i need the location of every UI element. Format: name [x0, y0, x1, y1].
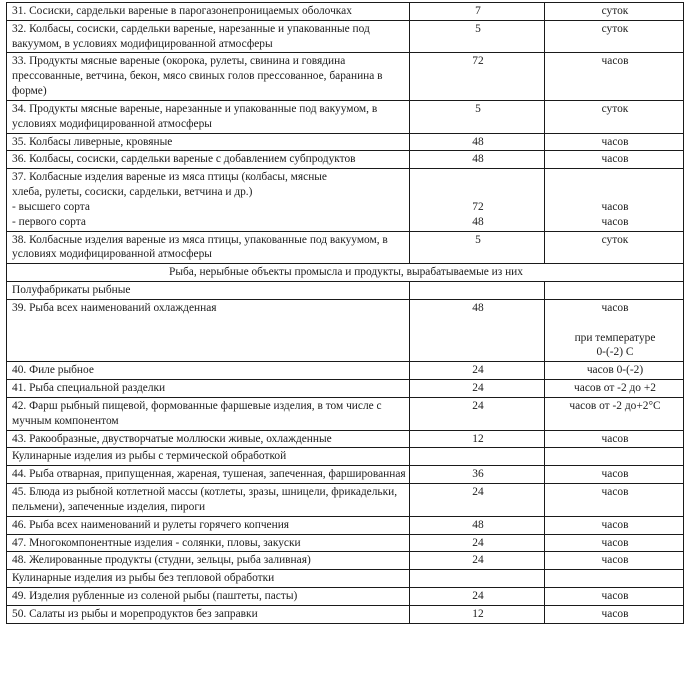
product-name-cell: 43. Ракообразные, двустворчатые моллюски живые, охлажденные: [7, 430, 410, 448]
unit-cell: часов: [545, 516, 684, 534]
unit-cell: часов от -2 до +2: [545, 380, 684, 398]
table-row: [7, 466, 684, 484]
shelf-life-value-line: [415, 170, 541, 185]
product-name-line: хлеба, рулеты, сосиски, сардельки, ветчина и др.): [12, 186, 253, 199]
unit-cell: часов: [545, 484, 684, 517]
table-row: [7, 3, 684, 21]
shelf-life-value-cell: 5: [410, 20, 545, 53]
product-name-cell: 41. Рыба специальной разделки: [7, 380, 410, 398]
table-row: [7, 133, 684, 151]
unit-cell: часов: [545, 466, 684, 484]
product-name-cell: 40. Филе рыбное: [7, 362, 410, 380]
row-spacer: [12, 345, 406, 360]
unit-cell: часов: [545, 552, 684, 570]
unit-line: [550, 185, 680, 200]
unit-line: часов: [601, 301, 629, 314]
table-row: [7, 380, 684, 398]
table-row: [7, 53, 684, 100]
shelf-life-value-cell: [410, 570, 545, 588]
shelf-life-value-cell: 24: [410, 380, 545, 398]
section-header-cell: Рыба, нерыбные объекты промысла и продукты, вырабатываемые из них: [7, 264, 684, 282]
shelf-life-value-cell: 36: [410, 466, 545, 484]
shelf-life-table: [6, 2, 684, 624]
unit-cell: часов: [545, 133, 684, 151]
unit-cell: суток: [545, 20, 684, 53]
product-name-cell: 49. Изделия рубленные из соленой рыбы (паштеты, пасты): [7, 587, 410, 605]
unit-cell: часов: [545, 587, 684, 605]
shelf-life-value-line: 72: [472, 200, 484, 213]
table-row: [7, 264, 684, 282]
product-name-cell: 33. Продукты мясные вареные (окорока, рулеты, свинина и говядина прессованные, ветчина, бекон, мясо свиных голов прессованное, баранина в форме): [7, 53, 410, 100]
shelf-life-value-cell: 24: [410, 362, 545, 380]
product-name-cell: 50. Салаты из рыбы и морепродуктов без заправки: [7, 605, 410, 623]
shelf-life-value-cell: [410, 448, 545, 466]
table-row: [7, 534, 684, 552]
shelf-life-value-cell: 24: [410, 397, 545, 430]
product-name-cell: 44. Рыба отварная, припущенная, жареная, тушеная, запеченная, фаршированная: [7, 466, 410, 484]
unit-cell: часов от -2 до+2°С: [545, 397, 684, 430]
table-row: [7, 516, 684, 534]
product-name-cell: 46. Рыба всех наименований и рулеты горячего копчения: [7, 516, 410, 534]
table-row: [7, 169, 684, 231]
shelf-life-value-cell: 12: [410, 605, 545, 623]
group-header-cell: Кулинарные изделия из рыбы с термической обработкой: [7, 448, 410, 466]
shelf-life-value-cell: [410, 169, 545, 231]
shelf-life-value-cell: 24: [410, 534, 545, 552]
unit-cell: суток: [545, 231, 684, 264]
group-header-cell: Полуфабрикаты рыбные: [7, 282, 410, 300]
product-name-cell: 39. Рыба всех наименований охлажденная: [7, 299, 410, 361]
table-row: [7, 282, 684, 300]
table-body: [7, 3, 684, 624]
unit-cell: [545, 448, 684, 466]
unit-line: [550, 170, 680, 185]
unit-cell: [545, 282, 684, 300]
table-row: [7, 20, 684, 53]
table-row: [7, 552, 684, 570]
shelf-life-value-line: 48: [472, 215, 484, 228]
product-name-cell: 35. Колбасы ливерные, кровяные: [7, 133, 410, 151]
table-row: [7, 605, 684, 623]
unit-cell: часов: [545, 53, 684, 100]
table-row: [7, 397, 684, 430]
product-name-cell: 38. Колбасные изделия вареные из мяса птицы, упакованные под вакуумом, в условиях модифицированной атмосферы: [7, 231, 410, 264]
row-spacer: [12, 316, 406, 331]
table-row: [7, 100, 684, 133]
shelf-life-value-cell: 5: [410, 100, 545, 133]
table-row: [7, 362, 684, 380]
product-name-cell: 32. Колбасы, сосиски, сардельки вареные, нарезанные и упакованные под вакуумом, в условиях модифицированной атмосферы: [7, 20, 410, 53]
table-row: [7, 448, 684, 466]
unit-line: часов: [601, 200, 629, 213]
table-row: [7, 587, 684, 605]
shelf-life-value-cell: 24: [410, 552, 545, 570]
table-row: [7, 570, 684, 588]
table-row: [7, 484, 684, 517]
unit-cell: часов: [545, 534, 684, 552]
product-name-line: - высшего сорта: [12, 200, 90, 213]
unit-cell: [545, 299, 684, 361]
product-name-cell: 42. Фарш рыбный пищевой, формованные фаршевые изделия, в том числе с мучным компонентом: [7, 397, 410, 430]
table-row: [7, 430, 684, 448]
product-name-cell: 34. Продукты мясные вареные, нарезанные и упакованные под вакуумом, в условиях модифицированной атмосферы: [7, 100, 410, 133]
shelf-life-value-cell: 72: [410, 53, 545, 100]
product-name-line: 37. Колбасные изделия вареные из мяса птицы (колбасы, мясные: [12, 171, 327, 184]
product-name-cell: 36. Колбасы, сосиски, сардельки вареные с добавлением субпродуктов: [7, 151, 410, 169]
unit-line-gap: [550, 316, 680, 331]
unit-line: при температуре: [574, 331, 656, 344]
table-row: [7, 299, 684, 361]
product-name-line: - первого сорта: [12, 215, 86, 228]
unit-cell: часов: [545, 605, 684, 623]
shelf-life-value-line: [415, 185, 541, 200]
unit-cell: часов: [545, 151, 684, 169]
shelf-life-value-cell: 12: [410, 430, 545, 448]
unit-cell: [545, 169, 684, 231]
table-row: [7, 231, 684, 264]
row-spacer: [12, 331, 406, 346]
unit-cell: часов: [545, 430, 684, 448]
table-row: [7, 151, 684, 169]
unit-cell: суток: [545, 3, 684, 21]
shelf-life-value-cell: 24: [410, 484, 545, 517]
product-name-cell: [7, 169, 410, 231]
product-name-cell: 47. Многокомпонентные изделия - солянки, пловы, закуски: [7, 534, 410, 552]
shelf-life-value-cell: [410, 282, 545, 300]
unit-line: часов: [601, 215, 629, 228]
shelf-life-value-cell: 48: [410, 133, 545, 151]
unit-line: 0-(-2) С: [596, 346, 634, 359]
shelf-life-value-cell: 24: [410, 587, 545, 605]
shelf-life-value-cell: 48: [410, 516, 545, 534]
product-name-cell: 48. Желированные продукты (студни, зельцы, рыба заливная): [7, 552, 410, 570]
shelf-life-value-cell: 48: [410, 151, 545, 169]
group-header-cell: Кулинарные изделия из рыбы без тепловой обработки: [7, 570, 410, 588]
shelf-life-value-cell: 5: [410, 231, 545, 264]
shelf-life-value-cell: 48: [410, 299, 545, 361]
shelf-life-value-cell: 7: [410, 3, 545, 21]
product-name-cell: 45. Блюда из рыбной котлетной массы (котлеты, зразы, шницели, фрикадельки, пельмени), запеченные изделия, пироги: [7, 484, 410, 517]
unit-cell: часов 0-(-2): [545, 362, 684, 380]
product-name-cell: 31. Сосиски, сардельки вареные в парогазонепроницаемых оболочках: [7, 3, 410, 21]
unit-cell: суток: [545, 100, 684, 133]
unit-cell: [545, 570, 684, 588]
